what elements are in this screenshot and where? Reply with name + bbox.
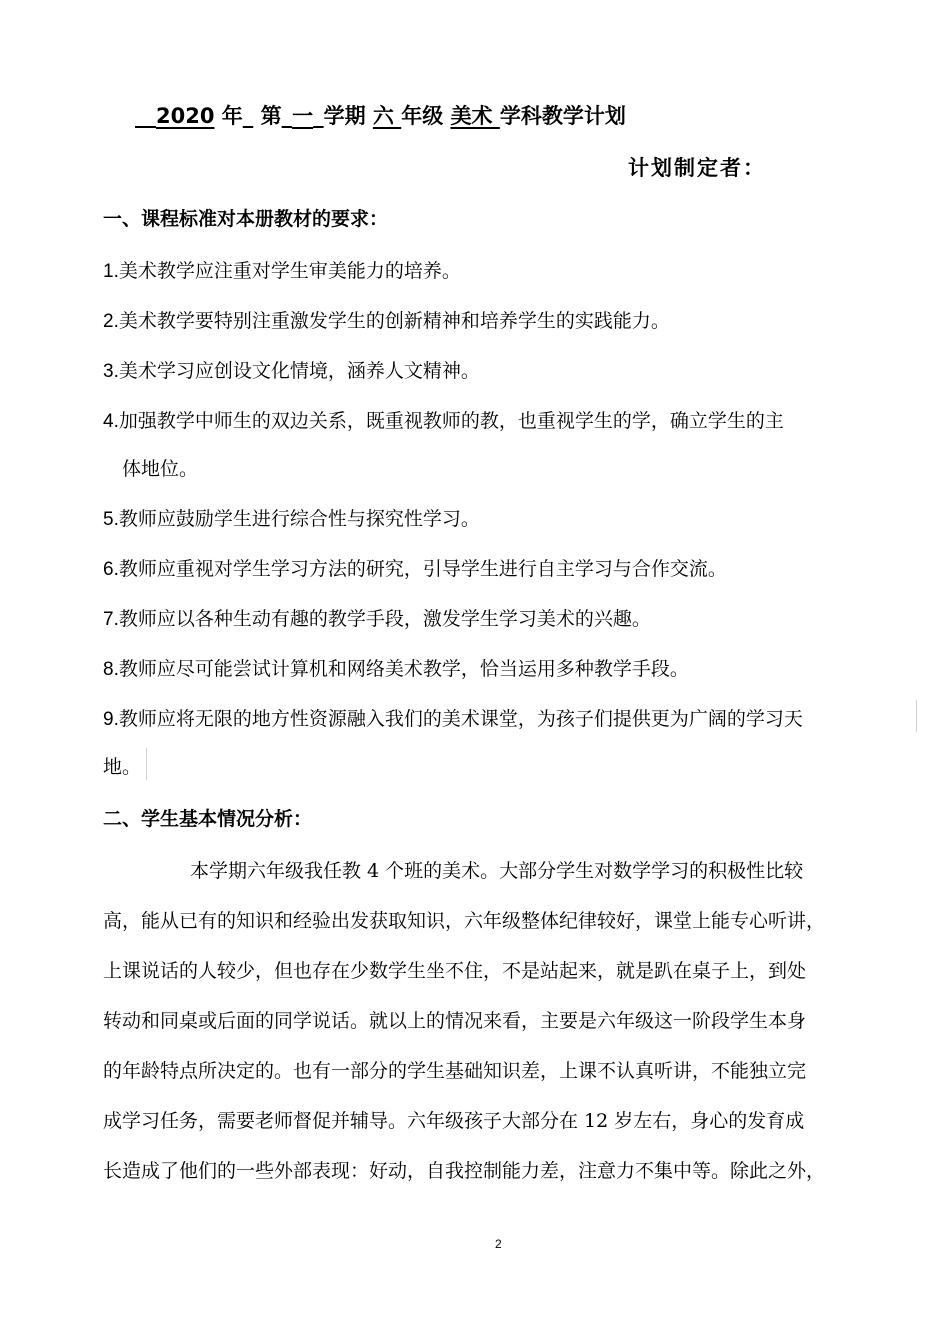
requirement-item: 7.教师应以各种生动有趣的教学手段，激发学生学习美术的兴趣。 [103, 608, 651, 630]
requirement-item: 5.教师应鼓励学生进行综合性与探究性学习。 [103, 508, 480, 530]
text-box-edge [146, 748, 147, 780]
title-text-3: 年级 [401, 104, 451, 128]
paragraph-line: 上课说话的人较少，但也存在少数学生坐不住，不是站起来，就是趴在桌子上，到处 [103, 960, 807, 982]
title-text-2: _学期 [313, 104, 373, 128]
requirement-item: 3.美术学习应创设文化情境，涵养人文精神。 [103, 360, 480, 382]
document-title [135, 100, 626, 130]
requirement-item-continuation: 体地位。 [122, 458, 199, 480]
paragraph-line: 的年龄特点所决定的。也有一部分的学生基础知识差，上课不认真听讲，不能独立完 [103, 1060, 807, 1082]
title-term: 一 [292, 104, 314, 128]
author-label: 计划制定者： [628, 156, 766, 180]
title-year: 2020 [156, 104, 215, 128]
title-text-4: 学科教学计划 [499, 104, 626, 128]
requirement-item: 4.加强教学中师生的双边关系，既重视教师的教，也重视学生的学，确立学生的主 [103, 410, 784, 432]
title-subject: 美术 [450, 104, 500, 128]
requirement-item-continuation: 地。 [103, 756, 142, 778]
section1-heading: 一、课程标准对本册教材的要求： [103, 208, 389, 230]
text-box-edge [916, 700, 917, 732]
section2-heading: 二、学生基本情况分析： [103, 808, 313, 830]
requirement-item: 2.美术教学要特别注重激发学生的创新精神和培养学生的实践能力。 [103, 310, 670, 332]
page-number: 2 [495, 1237, 502, 1251]
requirement-item: 1.美术教学应注重对学生审美能力的培养。 [103, 260, 461, 282]
paragraph-line: 本学期六年级我任教 4 个班的美术。大部分学生对数学学习的积极性比较 [190, 860, 804, 882]
requirement-item: 8.教师应尽可能尝试计算机和网络美术教学，恰当运用多种教学手段。 [103, 658, 689, 680]
title-prefix: __ [135, 104, 156, 128]
paragraph-line: 成学习任务，需要老师督促并辅导。六年级孩子大部分在 12 岁左右，身心的发育成 [103, 1110, 805, 1132]
requirement-item: 6.教师应重视对学生学习方法的研究，引导学生进行自主学习与合作交流。 [103, 558, 727, 580]
title-text-1: 年_ 第_ [214, 104, 293, 128]
paragraph-line: 转动和同桌或后面的同学说话。就以上的情况来看，主要是六年级这一阶段学生本身 [103, 1010, 807, 1032]
paragraph-line: 高，能从已有的知识和经验出发获取知识，六年级整体纪律较好，课堂上能专心听讲， [103, 910, 826, 932]
paragraph-line: 长造成了他们的一些外部表现：好动，自我控制能力差，注意力不集中等。除此之外， [103, 1160, 826, 1182]
requirement-item: 9.教师应将无限的地方性资源融入我们的美术课堂，为孩子们提供更为广阔的学习天 [103, 708, 803, 730]
title-grade: 六 [372, 104, 402, 128]
